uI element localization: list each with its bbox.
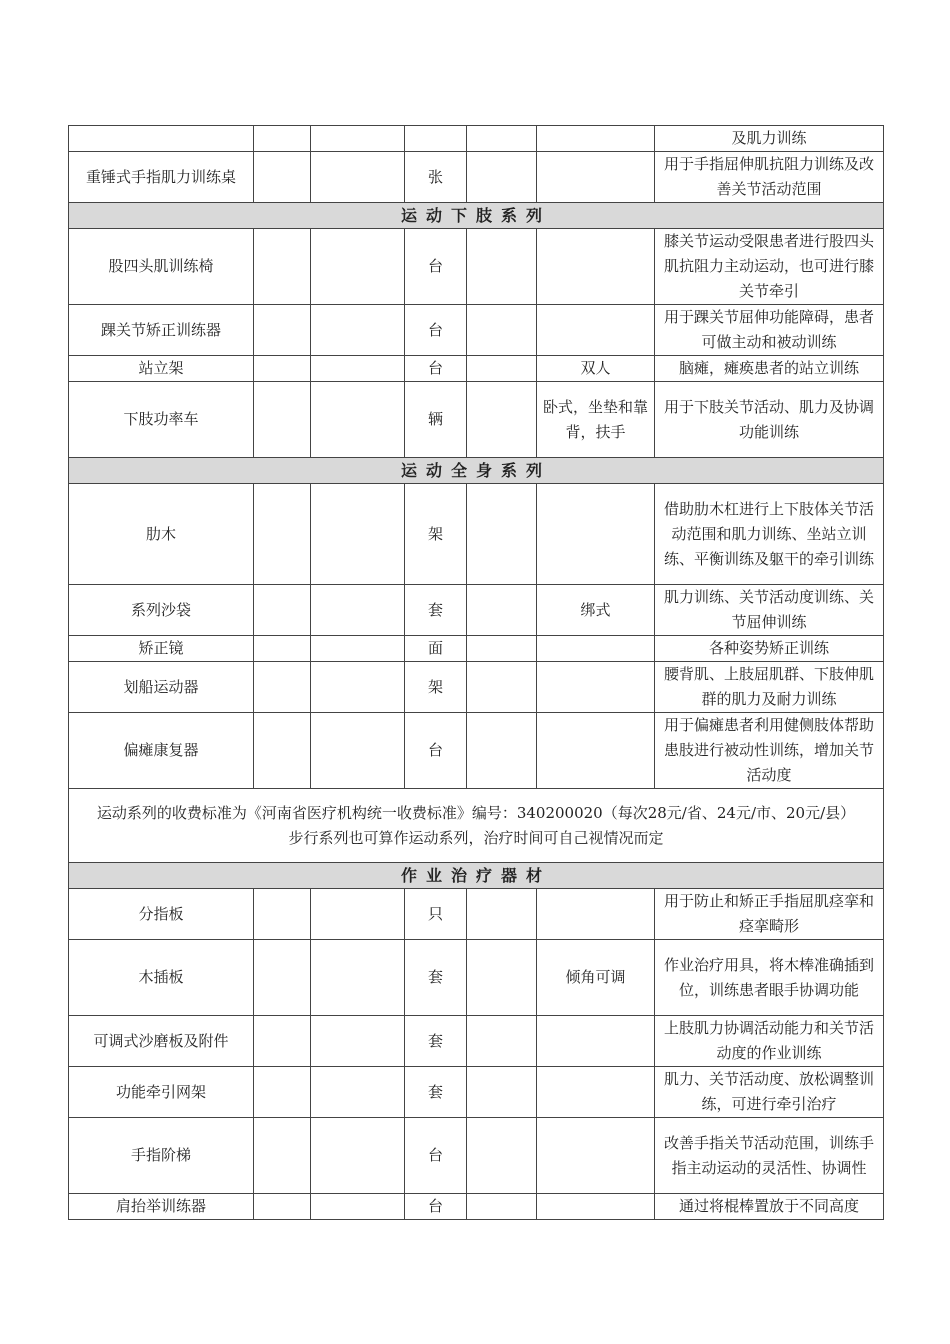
empty-cell bbox=[254, 1194, 311, 1220]
equipment-name: 矫正镜 bbox=[69, 636, 254, 662]
equipment-unit: 面 bbox=[405, 636, 467, 662]
equipment-unit: 套 bbox=[405, 1016, 467, 1067]
table-row bbox=[69, 713, 884, 789]
equipment-spec: 卧式，坐垫和靠背，扶手 bbox=[537, 382, 655, 458]
equipment-unit: 只 bbox=[405, 889, 467, 940]
section-title: 作业治疗器材 bbox=[69, 863, 884, 889]
equipment-table-body bbox=[69, 126, 884, 1220]
table-row bbox=[69, 1118, 884, 1194]
section-title: 运动下肢系列 bbox=[69, 203, 884, 229]
equipment-name: 站立架 bbox=[69, 356, 254, 382]
equipment-unit: 套 bbox=[405, 585, 467, 636]
equipment-unit: 架 bbox=[405, 484, 467, 585]
table-row bbox=[69, 382, 884, 458]
empty-cell bbox=[467, 382, 537, 458]
equipment-unit: 辆 bbox=[405, 382, 467, 458]
equipment-spec bbox=[537, 305, 655, 356]
equipment-name: 划船运动器 bbox=[69, 662, 254, 713]
equipment-description: 用于防止和矫正手指屈肌痉挛和痉挛畸形 bbox=[655, 889, 884, 940]
empty-cell bbox=[254, 889, 311, 940]
equipment-description: 肌力、关节活动度、放松调整训练，可进行牵引治疗 bbox=[655, 1067, 884, 1118]
equipment-name: 肩抬举训练器 bbox=[69, 1194, 254, 1220]
table-row bbox=[69, 484, 884, 585]
empty-cell bbox=[254, 305, 311, 356]
empty-cell bbox=[467, 662, 537, 713]
empty-cell bbox=[254, 662, 311, 713]
table-row bbox=[69, 1016, 884, 1067]
equipment-unit: 台 bbox=[405, 229, 467, 305]
equipment-spec bbox=[537, 713, 655, 789]
empty-cell bbox=[467, 889, 537, 940]
equipment-description: 用于下肢关节活动、肌力及协调功能训练 bbox=[655, 382, 884, 458]
empty-cell bbox=[254, 356, 311, 382]
table-row bbox=[69, 305, 884, 356]
equipment-description: 腰背肌、上肢屈肌群、下肢伸肌群的肌力及耐力训练 bbox=[655, 662, 884, 713]
equipment-spec: 双人 bbox=[537, 356, 655, 382]
table-row bbox=[69, 940, 884, 1016]
equipment-description: 膝关节运动受限患者进行股四头肌抗阻力主动运动，也可进行膝关节牵引 bbox=[655, 229, 884, 305]
equipment-name: 手指阶梯 bbox=[69, 1118, 254, 1194]
fee-note bbox=[69, 789, 884, 863]
empty-cell bbox=[311, 152, 405, 203]
equipment-description: 用于偏瘫患者利用健侧肢体帮助患肢进行被动性训练，增加关节活动度 bbox=[655, 713, 884, 789]
table-row bbox=[69, 229, 884, 305]
equipment-spec bbox=[537, 229, 655, 305]
equipment-unit: 套 bbox=[405, 1067, 467, 1118]
empty-cell bbox=[467, 1194, 537, 1220]
empty-cell bbox=[311, 126, 405, 152]
empty-cell bbox=[467, 152, 537, 203]
equipment-unit: 台 bbox=[405, 1194, 467, 1220]
equipment-description: 改善手指关节活动范围，训练手指主动运动的灵活性、协调性 bbox=[655, 1118, 884, 1194]
empty-cell bbox=[254, 1067, 311, 1118]
empty-cell bbox=[311, 889, 405, 940]
empty-cell bbox=[254, 940, 311, 1016]
empty-cell bbox=[254, 484, 311, 585]
equipment-spec bbox=[537, 889, 655, 940]
empty-cell bbox=[254, 713, 311, 789]
section-header-row bbox=[69, 458, 884, 484]
equipment-spec: 绑式 bbox=[537, 585, 655, 636]
empty-cell bbox=[311, 1118, 405, 1194]
equipment-description: 借助肋木杠进行上下肢体关节活动范围和肌力训练、坐站立训练、平衡训练及躯干的牵引训练 bbox=[655, 484, 884, 585]
equipment-spec: 倾角可调 bbox=[537, 940, 655, 1016]
empty-cell bbox=[254, 152, 311, 203]
equipment-name: 肋木 bbox=[69, 484, 254, 585]
empty-cell bbox=[311, 1016, 405, 1067]
empty-cell bbox=[311, 585, 405, 636]
equipment-spec bbox=[537, 636, 655, 662]
equipment-name: 木插板 bbox=[69, 940, 254, 1016]
empty-cell bbox=[467, 356, 537, 382]
empty-cell bbox=[254, 126, 311, 152]
equipment-name: 偏瘫康复器 bbox=[69, 713, 254, 789]
empty-cell bbox=[467, 229, 537, 305]
empty-cell bbox=[467, 1016, 537, 1067]
equipment-name: 分指板 bbox=[69, 889, 254, 940]
empty-cell bbox=[311, 1067, 405, 1118]
table-row bbox=[69, 585, 884, 636]
empty-cell bbox=[467, 305, 537, 356]
equipment-name: 可调式沙磨板及附件 bbox=[69, 1016, 254, 1067]
equipment-unit: 台 bbox=[405, 1118, 467, 1194]
empty-cell bbox=[254, 1118, 311, 1194]
section-header-row bbox=[69, 203, 884, 229]
empty-cell bbox=[467, 1067, 537, 1118]
equipment-spec bbox=[537, 484, 655, 585]
empty-cell bbox=[311, 229, 405, 305]
table-row bbox=[69, 152, 884, 203]
equipment-unit: 台 bbox=[405, 305, 467, 356]
empty-cell bbox=[254, 585, 311, 636]
equipment-spec bbox=[537, 1118, 655, 1194]
empty-cell bbox=[311, 713, 405, 789]
equipment-description: 肌力训练、关节活动度训练、关节屈伸训练 bbox=[655, 585, 884, 636]
empty-cell bbox=[254, 382, 311, 458]
equipment-name: 股四头肌训练椅 bbox=[69, 229, 254, 305]
empty-cell bbox=[254, 1016, 311, 1067]
equipment-description: 通过将棍棒置放于不同高度 bbox=[655, 1194, 884, 1220]
fee-note-line: 运动系列的收费标准为《河南省医疗机构统一收费标准》编号：340200020（每次28元/省、24元/市、20元/县） bbox=[96, 803, 856, 822]
empty-cell bbox=[467, 940, 537, 1016]
empty-cell bbox=[467, 484, 537, 585]
table-row bbox=[69, 356, 884, 382]
fee-note-line: 步行系列也可算作运动系列，治疗时间可自己视情况而定 bbox=[288, 828, 664, 847]
empty-cell bbox=[311, 636, 405, 662]
equipment-spec bbox=[537, 1016, 655, 1067]
empty-cell bbox=[311, 305, 405, 356]
equipment-spec bbox=[537, 662, 655, 713]
equipment-name: 踝关节矫正训练器 bbox=[69, 305, 254, 356]
equipment-spec bbox=[537, 1067, 655, 1118]
equipment-description: 作业治疗用具，将木棒准确插到位，训练患者眼手协调功能 bbox=[655, 940, 884, 1016]
equipment-name: 功能牵引网架 bbox=[69, 1067, 254, 1118]
section-header-row bbox=[69, 863, 884, 889]
empty-cell bbox=[467, 1118, 537, 1194]
equipment-unit: 台 bbox=[405, 356, 467, 382]
equipment-unit: 架 bbox=[405, 662, 467, 713]
table-row bbox=[69, 889, 884, 940]
equipment-name: 重锤式手指肌力训练桌 bbox=[69, 152, 254, 203]
empty-cell bbox=[467, 713, 537, 789]
empty-cell bbox=[467, 585, 537, 636]
equipment-spec bbox=[537, 1194, 655, 1220]
equipment-description: 脑瘫，瘫痪患者的站立训练 bbox=[655, 356, 884, 382]
equipment-description: 用于手指屈伸肌抗阻力训练及改善关节活动范围 bbox=[655, 152, 884, 203]
table-row bbox=[69, 1194, 884, 1220]
empty-cell bbox=[311, 662, 405, 713]
equipment-unit: 张 bbox=[405, 152, 467, 203]
empty-cell bbox=[311, 940, 405, 1016]
empty-cell bbox=[311, 484, 405, 585]
equipment-description: 上肢肌力协调活动能力和关节活动度的作业训练 bbox=[655, 1016, 884, 1067]
table-row bbox=[69, 1067, 884, 1118]
equipment-name: 系列沙袋 bbox=[69, 585, 254, 636]
equipment-spec bbox=[537, 126, 655, 152]
empty-cell bbox=[311, 382, 405, 458]
table-row bbox=[69, 662, 884, 713]
equipment-name bbox=[69, 126, 254, 152]
empty-cell bbox=[467, 636, 537, 662]
empty-cell bbox=[254, 229, 311, 305]
empty-cell bbox=[311, 1194, 405, 1220]
equipment-unit: 台 bbox=[405, 713, 467, 789]
equipment-name: 下肢功率车 bbox=[69, 382, 254, 458]
section-title: 运动全身系列 bbox=[69, 458, 884, 484]
empty-cell bbox=[254, 636, 311, 662]
equipment-description: 及肌力训练 bbox=[655, 126, 884, 152]
equipment-unit: 套 bbox=[405, 940, 467, 1016]
equipment-table bbox=[68, 125, 884, 1220]
empty-cell bbox=[311, 356, 405, 382]
table-row bbox=[69, 126, 884, 152]
equipment-unit bbox=[405, 126, 467, 152]
empty-cell bbox=[467, 126, 537, 152]
equipment-spec bbox=[537, 152, 655, 203]
equipment-description: 用于踝关节屈伸功能障碍，患者可做主动和被动训练 bbox=[655, 305, 884, 356]
fee-note-row bbox=[69, 789, 884, 863]
equipment-description: 各种姿势矫正训练 bbox=[655, 636, 884, 662]
table-row bbox=[69, 636, 884, 662]
